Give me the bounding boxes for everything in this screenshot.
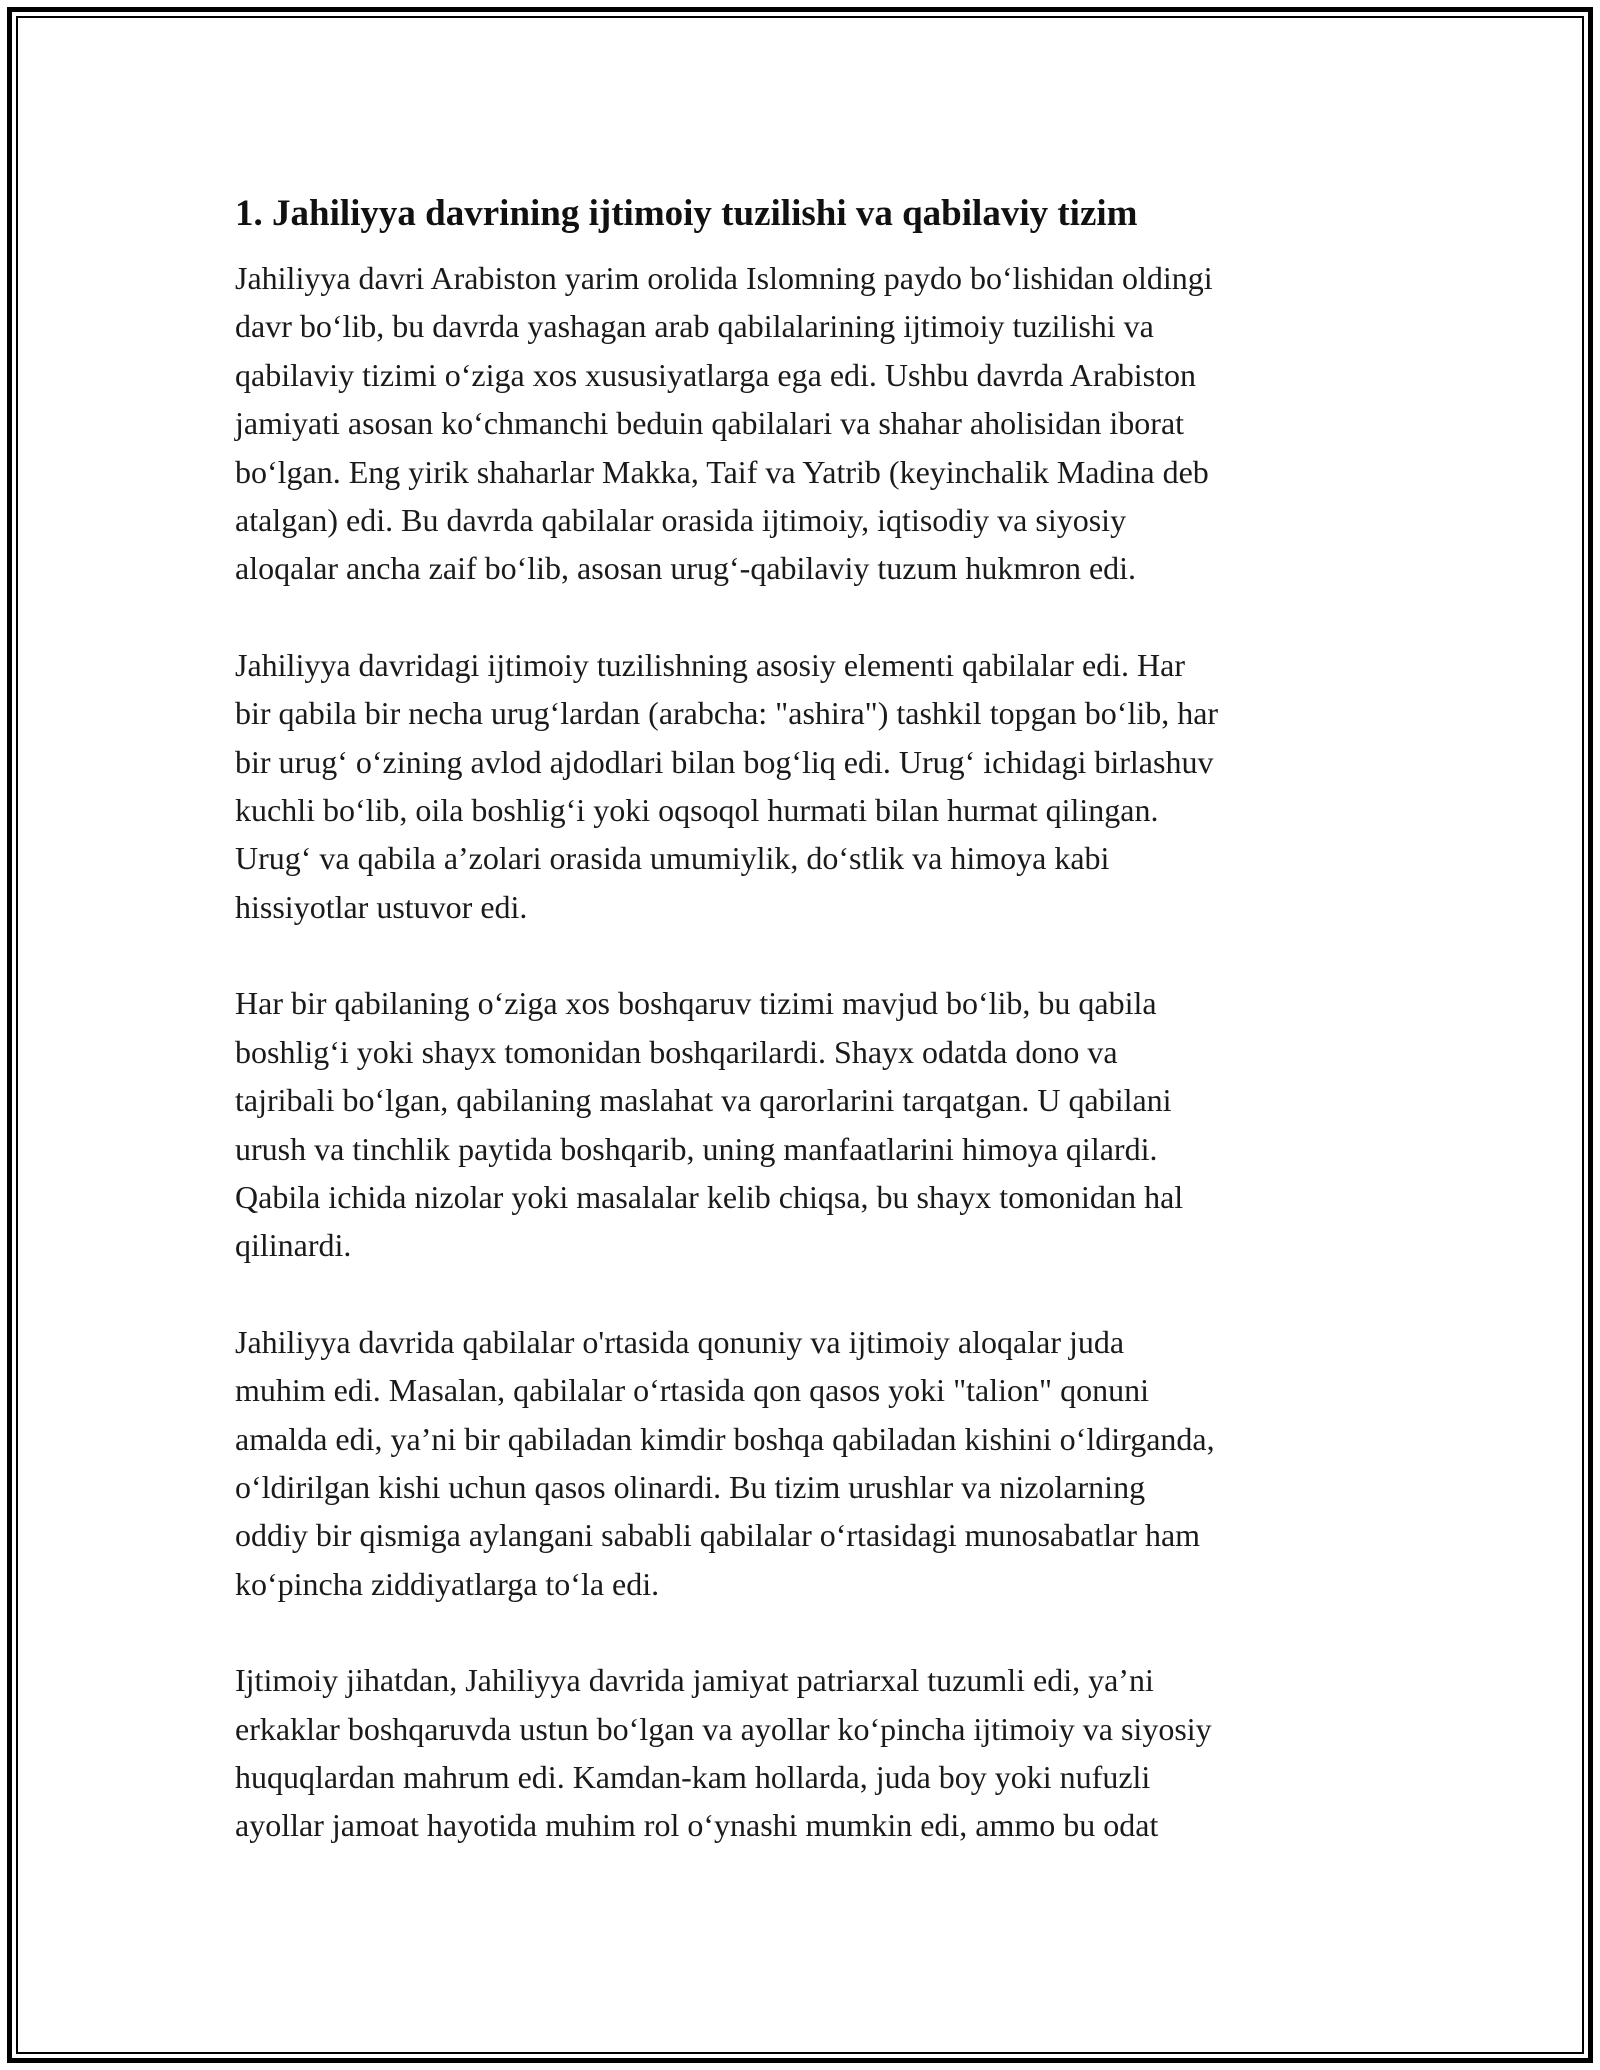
- paragraph-1: Jahiliyya davri Arabiston yarim orolida Islomning paydo bo‘lishidan oldingi davr bo‘lib, bu davrda yashagan arab qabilalarining ijtimoiy tuzilishi va qabilaviy tizimi o‘ziga xos xususiyatlarga ega edi. Ushbu davrda Arabiston jamiyati asosan ko‘chmanchi beduin qabilalari va shahar aholisidan iborat bo‘lgan. Eng yirik shaharlar Makka, Taif va Yatrib (keyinchalik Madina deb atalgan) edi. Bu davrda qabilalar orasida ijtimoiy, iqtisodiy va siyosiy aloqalar ancha zaif bo‘lib, asosan urug‘-qabilaviy tuzum hukmron edi.: [235, 260, 1213, 587]
- paragraph-2: Jahiliyya davridagi ijtimoiy tuzilishning asosiy elementi qabilalar edi. Har bir qabila bir necha urug‘lardan (arabcha: "ashira") tashkil topgan bo‘lib, har bir urug‘ o‘zining avlod ajdodlari bilan bog‘liq edi. Urug‘ ichidagi birlashuv kuchli bo‘lib, oila boshlig‘i yoki oqsoqol hurmati bilan hurmat qilingan. Urug‘ va qabila a’zolari orasida umumiylik, do‘stlik va himoya kabi hissiyotlar ustuvor edi.: [235, 646, 1219, 925]
- paragraph-4: Jahiliyya davrida qabilalar o'rtasida qonuniy va ijtimoiy aloqalar juda muhim edi. Masalan, qabilalar o‘rtasida qon qasos yoki "talion" qonuni amalda edi, ya’ni bir qabiladan kimdir boshqa qabiladan kishini o‘ldirganda, o‘ldirilgan kishi uchun qasos olinardi. Bu tizim urushlar va nizolarning oddiy bir qismiga aylangani sababli qabilalar o‘rtasidagi munosabatlar ham ko‘pincha ziddiyatlarga to‘la edi.: [235, 1323, 1215, 1602]
- section-heading: 1. Jahiliyya davrining ijtimoiy tuzilishi va qabilaviy tizim: [235, 193, 1138, 234]
- paragraph-5: Ijtimoiy jihatdan, Jahiliyya davrida jamiyat patriarxal tuzumli edi, ya’ni erkaklar boshqaruvda ustun bo‘lgan va ayollar ko‘pincha ijtimoiy va siyosiy huquqlardan mahrum edi. Kamdan-kam hollarda, juda boy yoki nufuzli ayollar jamoat hayotida muhim rol o‘ynashi mumkin edi, ammo bu odat: [235, 1662, 1212, 1844]
- paragraph-3: Har bir qabilaning o‘ziga xos boshqaruv tizimi mavjud bo‘lib, bu qabila boshlig‘i yoki shayx tomonidan boshqarilardi. Shayx odatda dono va tajribali bo‘lgan, qabilaning maslahat va qarorlarini tarqatgan. U qabilani urush va tinchlik paytida boshqarib, uning manfaatlarini himoya qilardi. Qabila ichida nizolar yoki masalalar kelib chiqsa, bu shayx tomonidan hal qilinardi.: [235, 985, 1184, 1264]
- document-body: [235, 188, 1365, 1850]
